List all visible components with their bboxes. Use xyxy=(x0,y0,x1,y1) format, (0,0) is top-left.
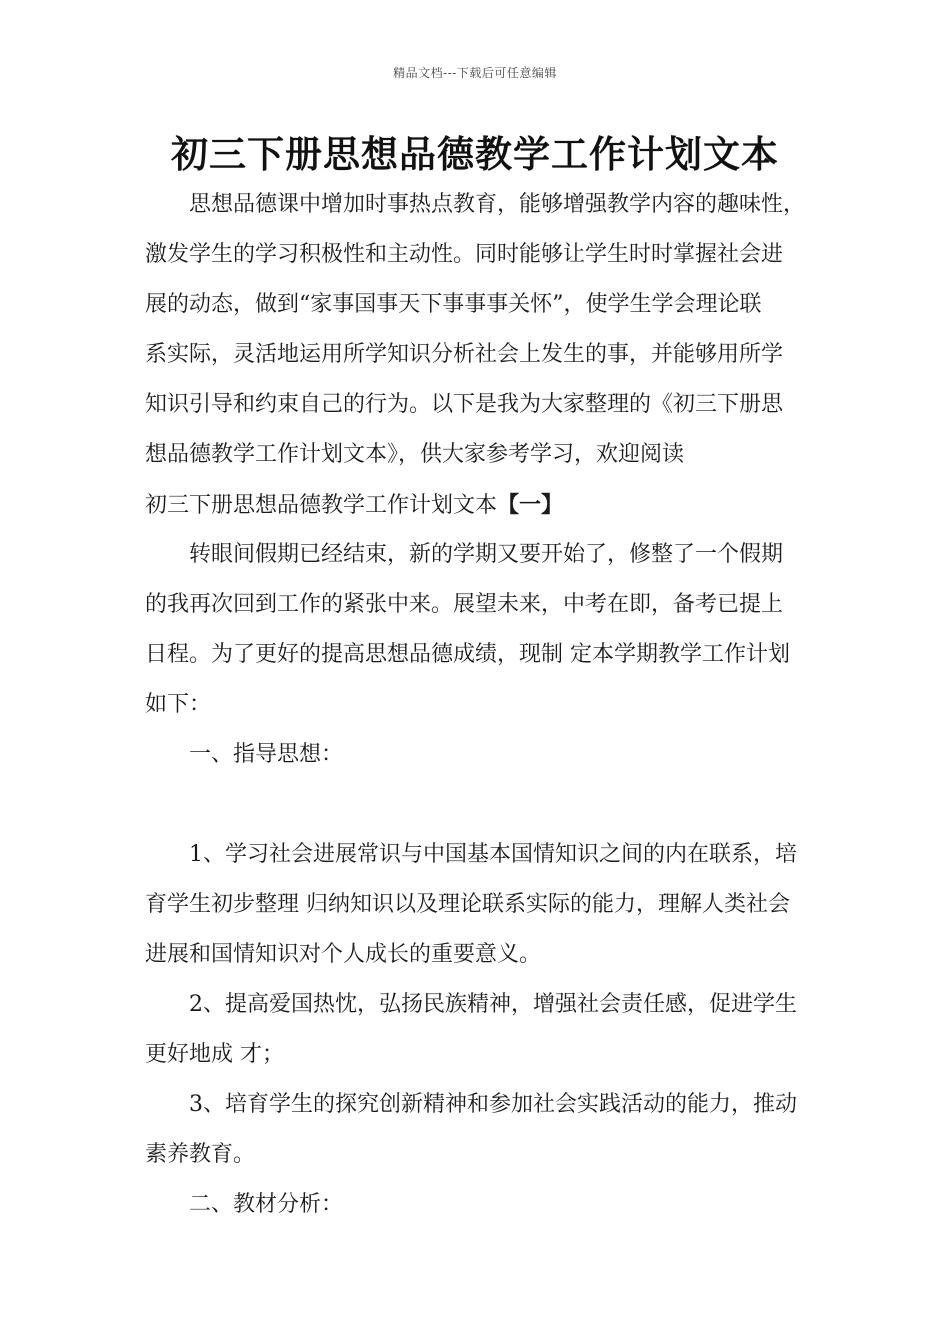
list-item-line: 素养教育。 xyxy=(145,1142,256,1167)
intro-line: 系实际，灵活地运用所学知识分析社会上发生的事，并能够用所学 xyxy=(145,342,784,367)
list-item-line: 2、提高爱国热忱，弘扬民族精神，增强社会责任感，促进学生 xyxy=(189,992,797,1017)
document-body xyxy=(145,180,825,1230)
paragraph-line: 转眼间假期已经结束，新的学期又要开始了，修整了一个假期 xyxy=(189,542,784,567)
paragraph-line: 的我再次回到工作的紧张中来。展望未来，中考在即，备考已提上 xyxy=(145,592,784,617)
intro-line: 知识引导和约束自己的行为。以下是我为大家整理的《初三下册思 xyxy=(145,392,784,417)
paragraph-line: 如下： xyxy=(145,692,212,717)
intro-line: 激发学生的学习积极性和主动性。同时能够让学生时时掌握社会进 xyxy=(145,242,784,267)
list-item-line: 1、学习社会进展常识与中国基本国情知识之间的内在联系，培 xyxy=(189,842,797,867)
header-watermark: 精品文档---下载后可任意编辑 xyxy=(393,66,557,80)
list-item-line: 更好地成 才； xyxy=(145,1042,284,1067)
section-heading xyxy=(145,480,825,530)
list-item-line: 育学生初步整理 归纳知识以及理论联系实际的能力，理解人类社会 xyxy=(145,892,790,917)
section-heading-text: 初三下册思想品德教学工作计划文本 xyxy=(145,493,498,518)
intro-line: 思想品德课中增加时事热点教育，能够增强教学内容的趣味性， xyxy=(189,192,806,217)
document-title: 初三下册思想品德教学工作计划文本 xyxy=(171,133,779,176)
intro-line: 展的动态，做到“家事国事天下事事事关怀”，使学生学会理论联 xyxy=(145,292,762,317)
list-item-line: 3、培育学生的探究创新精神和参加社会实践活动的能力，推动 xyxy=(189,1092,797,1117)
section-heading-number: 【一】 xyxy=(497,492,564,518)
intro-line: 想品德教学工作计划文本》，供大家参考学习，欢迎阅读 xyxy=(145,442,685,467)
heading-textbook-analysis: 二、教材分析： xyxy=(189,1192,344,1217)
heading-guiding-thought: 一、指导思想： xyxy=(189,742,344,767)
paragraph-line: 日程。为了更好的提高思想品德成绩，现制 定本学期教学工作计划 xyxy=(145,642,790,667)
list-item-line: 进展和国情知识对个人成长的重要意义。 xyxy=(145,942,542,967)
spacer xyxy=(145,780,825,830)
